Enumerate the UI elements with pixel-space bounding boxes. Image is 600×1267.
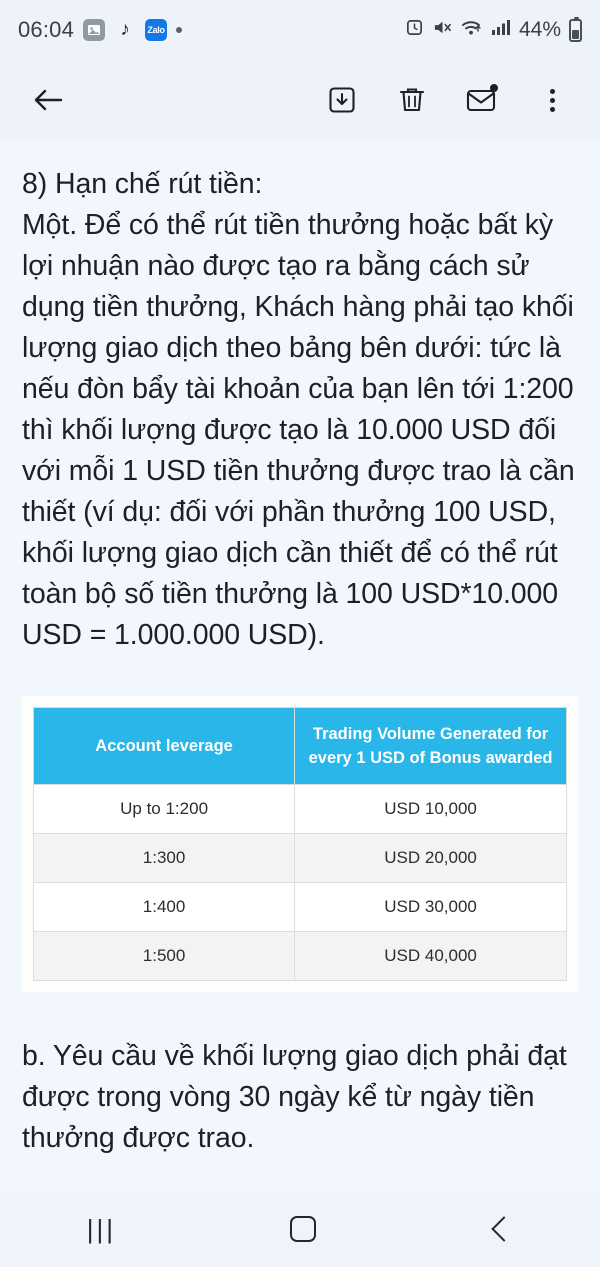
signal-icon: [491, 18, 511, 42]
more-options-button[interactable]: [526, 74, 578, 126]
mute-icon: [432, 18, 453, 42]
nav-back-button[interactable]: [491, 1216, 516, 1241]
status-bar-right: [405, 18, 582, 42]
table-cell-leverage: 1:300: [34, 834, 295, 883]
leverage-table-container: [22, 696, 578, 992]
status-bar: [0, 0, 600, 60]
table-cell-volume: USD 10,000: [295, 785, 567, 834]
table-cell-volume: USD 40,000: [295, 932, 567, 981]
table-header-trading-volume: Trading Volume Generated for every 1 USD of Bonus awarded: [295, 708, 567, 785]
table-row: [34, 785, 567, 834]
zalo-icon: Zalo: [145, 19, 167, 41]
leverage-table: [33, 707, 567, 981]
photos-icon: [83, 19, 105, 41]
paragraph-body: Một. Để có thể rút tiền thưởng hoặc bất kỳ lợi nhuận nào được tạo ra bằng cách sử dụng tiền thưởng, Khách hàng phải tạo khối lượng giao dịch theo bảng bên dưới: tức là nếu đòn bẩy tài khoản của bạn lên tới 1:200 thì khối lượng được tạo là 10.000 USD đối với mỗi 1 USD tiền thưởng được trao là cần thiết (ví dụ: đối với phần thưởng 100 USD, khối lượng giao dịch cần thiết để có thể rút toàn bộ số tiền thưởng là 100 USD*10.000 USD = 1.000.000 USD).: [22, 209, 575, 651]
paragraph-heading: 8) Hạn chế rút tiền:: [22, 168, 263, 200]
more-dot-icon: [176, 27, 182, 33]
wifi-icon: [461, 18, 483, 42]
unread-badge: [490, 84, 498, 92]
status-clock: 06:04: [18, 17, 75, 42]
mark-unread-button[interactable]: [456, 74, 508, 126]
paragraph-footer: b. Yêu cầu về khối lượng giao dịch phải đạt được trong vòng 30 ngày kể từ ngày tiền thưởng được trao.: [22, 1040, 567, 1154]
table-cell-volume: USD 20,000: [295, 834, 567, 883]
table-cell-leverage: 1:400: [34, 883, 295, 932]
table-header-row: [34, 708, 567, 785]
message-body: [0, 140, 600, 1191]
back-button[interactable]: [22, 74, 74, 126]
tiktok-icon: ♪: [120, 19, 130, 40]
app-toolbar: [0, 60, 600, 140]
table-header-account-leverage: Account leverage: [34, 708, 295, 785]
delete-button[interactable]: [386, 74, 438, 126]
recents-button[interactable]: |||: [86, 1213, 117, 1244]
alarm-icon: [405, 18, 424, 42]
table-row: [34, 932, 567, 981]
kebab-icon: [550, 89, 555, 112]
battery-percent: 44%: [518, 18, 561, 41]
table-cell-volume: USD 30,000: [295, 883, 567, 932]
table-cell-leverage: 1:500: [34, 932, 295, 981]
system-navigation-bar: [0, 1191, 600, 1267]
table-row: [34, 883, 567, 932]
status-bar-left: [18, 17, 405, 43]
battery-icon: [569, 19, 582, 42]
home-button[interactable]: [290, 1216, 316, 1242]
table-row: [34, 834, 567, 883]
archive-button[interactable]: [316, 74, 368, 126]
table-cell-leverage: Up to 1:200: [34, 785, 295, 834]
